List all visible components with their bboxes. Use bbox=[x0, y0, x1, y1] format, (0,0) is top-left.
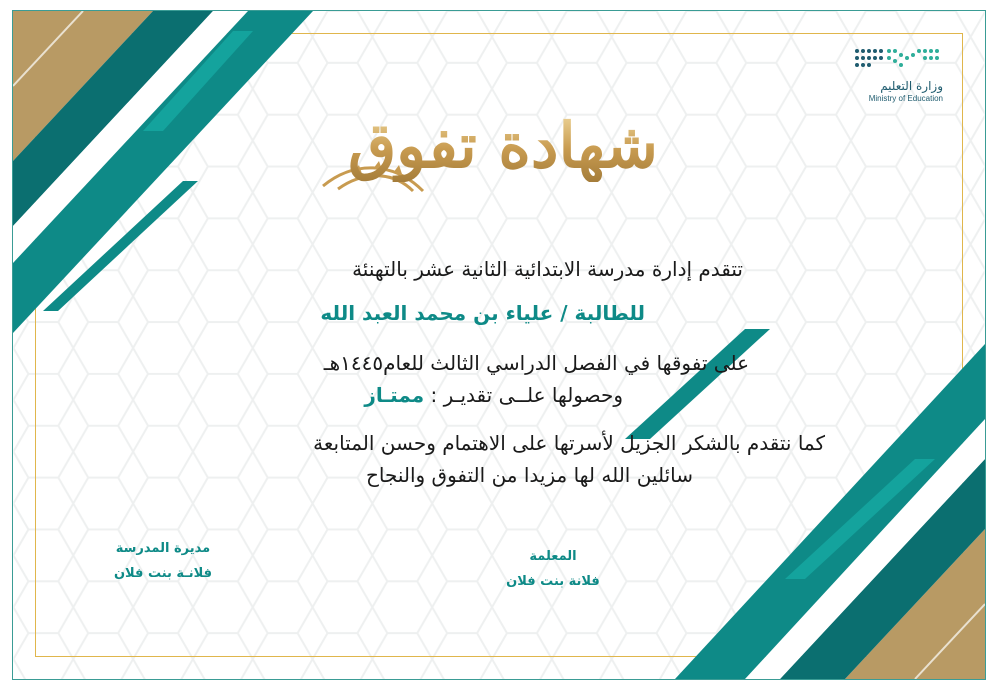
grade-line bbox=[364, 383, 623, 407]
teacher-name: فلانة بنت فلان bbox=[506, 574, 600, 589]
grade-prefix: وحصولها علــى تقديـر : bbox=[424, 383, 623, 407]
student-name-line: للطالبة / علياء بن محمد العبد الله bbox=[320, 301, 645, 325]
certificate bbox=[12, 10, 986, 680]
corner-ribbon-top-left bbox=[13, 11, 343, 351]
logo-english-text: Ministry of Education bbox=[868, 94, 943, 103]
achievement-line: على تفوقها في الفصل الدراسي الثالث للعام١٤٤٥هـ bbox=[323, 351, 749, 375]
wishes-line: سائلين الله لها مزيدا من التفوق والنجاح bbox=[365, 463, 693, 487]
logo-arabic-text: وزارة التعليم bbox=[880, 79, 943, 93]
principal-signature bbox=[83, 541, 243, 581]
ministry-logo bbox=[833, 47, 943, 103]
certificate-title: شهادة تفوق bbox=[303, 109, 703, 182]
teacher-signature bbox=[473, 549, 633, 589]
principal-role: مديرة المدرسة bbox=[115, 541, 211, 556]
grade-value: ممتـاز bbox=[364, 383, 425, 407]
principal-name: فلانـة بنت فلان bbox=[113, 566, 213, 581]
ministry-logo-icon bbox=[853, 47, 943, 73]
thanks-line: كما نتقدم بالشكر الجزيل لأسرتها على الاهتمام وحسن المتابعة bbox=[313, 431, 825, 455]
teacher-role: المعلمة bbox=[529, 549, 577, 564]
intro-line: تتقدم إدارة مدرسة الابتدائية الثانية عشر بالتهنئة bbox=[352, 257, 743, 281]
